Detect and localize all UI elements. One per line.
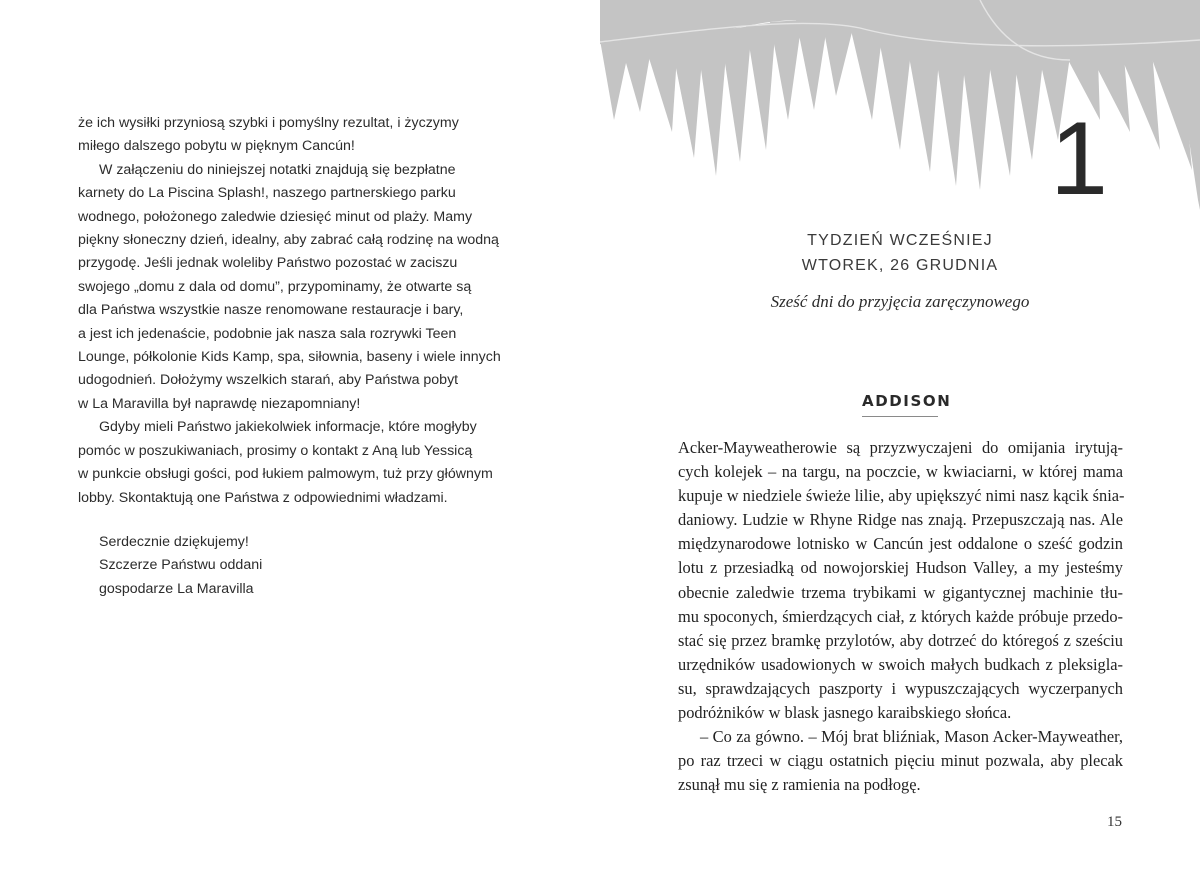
letter-line: pomóc w poszukiwaniach, prosimy o kontakt z Aną lub Yessicą bbox=[78, 442, 473, 459]
signoff-line: gospodarze La Maravilla bbox=[99, 580, 254, 597]
page-number: 15 bbox=[1107, 814, 1122, 830]
letter-line: lobby. Skontaktują one Państwa z odpowiednimi władzami. bbox=[78, 489, 448, 506]
prose-line: mu spoconych, śmierdzących ciał, z których każde próbuje przedo- bbox=[678, 606, 1123, 626]
prose-line: po raz trzeci w ciągu ostatnich pięciu minut pozwala, aby plecak bbox=[678, 751, 1123, 771]
prose-line: – Co za gówno. – Mój brat bliźniak, Mason Acker-Mayweather, bbox=[700, 727, 1123, 747]
prose-line: urzędników usadowionych w swoich małych budkach z pleksigla- bbox=[678, 654, 1123, 674]
letter-body bbox=[78, 112, 518, 510]
prose-line: cych kolejek – na targu, na poczcie, w kwiaciarni, w której mama bbox=[678, 462, 1123, 482]
letter-line: swojego „domu z dala od domu”, przypominamy, że otwarte są bbox=[78, 278, 472, 295]
prose-line: Acker-Mayweatherowie są przyzwyczajeni do omijania irytują- bbox=[678, 438, 1123, 457]
prose-line: zsunął mu się z ramienia na podłogę. bbox=[678, 775, 921, 795]
prose-line: obecnie zaledwie trzema trybikami w gigantycznej machinie tłu- bbox=[678, 582, 1123, 602]
letter-line: dla Państwa wszystkie nasze renomowane restauracje i bary, bbox=[78, 302, 464, 319]
letter-line: udogodnień. Dołożymy wszelkich starań, aby Państwa pobyt bbox=[78, 372, 459, 389]
letter-line: przygodę. Jeśli jednak woleliby Państwo pozostać w zaciszu bbox=[78, 255, 458, 272]
palm-leaves-illustration bbox=[600, 0, 1200, 220]
letter-line: wodnego, położonego zaledwie dziesięć minut od plaży. Mamy bbox=[78, 208, 473, 225]
letter-line: W załączeniu do niniejszej notatki znajdują się bezpłatne bbox=[99, 161, 456, 178]
letter-line: że ich wysiłki przyniosą szybki i pomyślny rezultat, i życzymy bbox=[78, 115, 459, 131]
letter-line: piękny słoneczny dzień, idealny, aby zabrać całą rodzinę na wodną bbox=[78, 232, 499, 249]
prose-line: lotu z przesiadką od nowojorskiej Hudson Valley, a my jesteśmy bbox=[678, 558, 1123, 578]
chapter-prose bbox=[678, 436, 1123, 797]
letter-line: Gdyby mieli Państwo jakiekolwiek informacje, które mogłyby bbox=[99, 419, 477, 436]
letter-line: a jest ich jedenaście, podobnie jak nasza sala rozrywki Teen bbox=[78, 325, 457, 342]
prose-line: daniowy. Ludzie w Rhyne Ridge nas znają. Przepuszczają nas. Ale bbox=[678, 510, 1123, 530]
prose-line: stać się przez bramkę przylotów, aby dotrzeć do któregoś z sześciu bbox=[678, 630, 1123, 650]
date-line-2: WTOREK, 26 GRUDNIA bbox=[801, 257, 999, 274]
prose-line: su, sprawdzających paszporty i wypuszczających wyczerpanych bbox=[678, 678, 1123, 698]
prose-line: kupuje w niedziele świeże lilie, aby upiększyć nimi nasz kącik śnia- bbox=[678, 486, 1125, 506]
prose-line: międzynarodowe lotnisko w Cancún jest oddalone o sześć godzin bbox=[678, 534, 1123, 554]
letter-line: karnety do La Piscina Splash!, naszego partnerskiego parku bbox=[78, 185, 456, 202]
chapter-number: 1 bbox=[1050, 101, 1108, 217]
letter-line: w punkcie obsługi gości, pod łukiem palmowym, tuż przy głównym bbox=[78, 466, 493, 483]
pov-underline bbox=[862, 416, 938, 417]
letter-line: w La Maravilla był naprawdę niezapomniany! bbox=[78, 395, 361, 412]
signoff-line: Szczerze Państwu oddani bbox=[99, 557, 263, 574]
signoff-line: Serdecznie dziękujemy! bbox=[99, 534, 249, 550]
letter-line: miłego dalszego pobytu w pięknym Cancún! bbox=[78, 138, 355, 155]
letter-line: Lounge, półkolonie Kids Kamp, spa, siłownia, baseny i wiele innych bbox=[78, 349, 501, 366]
right-page bbox=[600, 0, 1200, 890]
pov-character-name: ADDISON bbox=[862, 392, 952, 410]
prose-line: podróżników w blask jasnego karaibskiego słońca. bbox=[678, 703, 1012, 723]
date-line-1: TYDZIEŃ WCZEŚNIEJ bbox=[807, 232, 993, 249]
letter-signoff bbox=[99, 531, 262, 601]
chapter-subtitle: Sześć dni do przyjęcia zaręczynowego bbox=[770, 292, 1030, 311]
